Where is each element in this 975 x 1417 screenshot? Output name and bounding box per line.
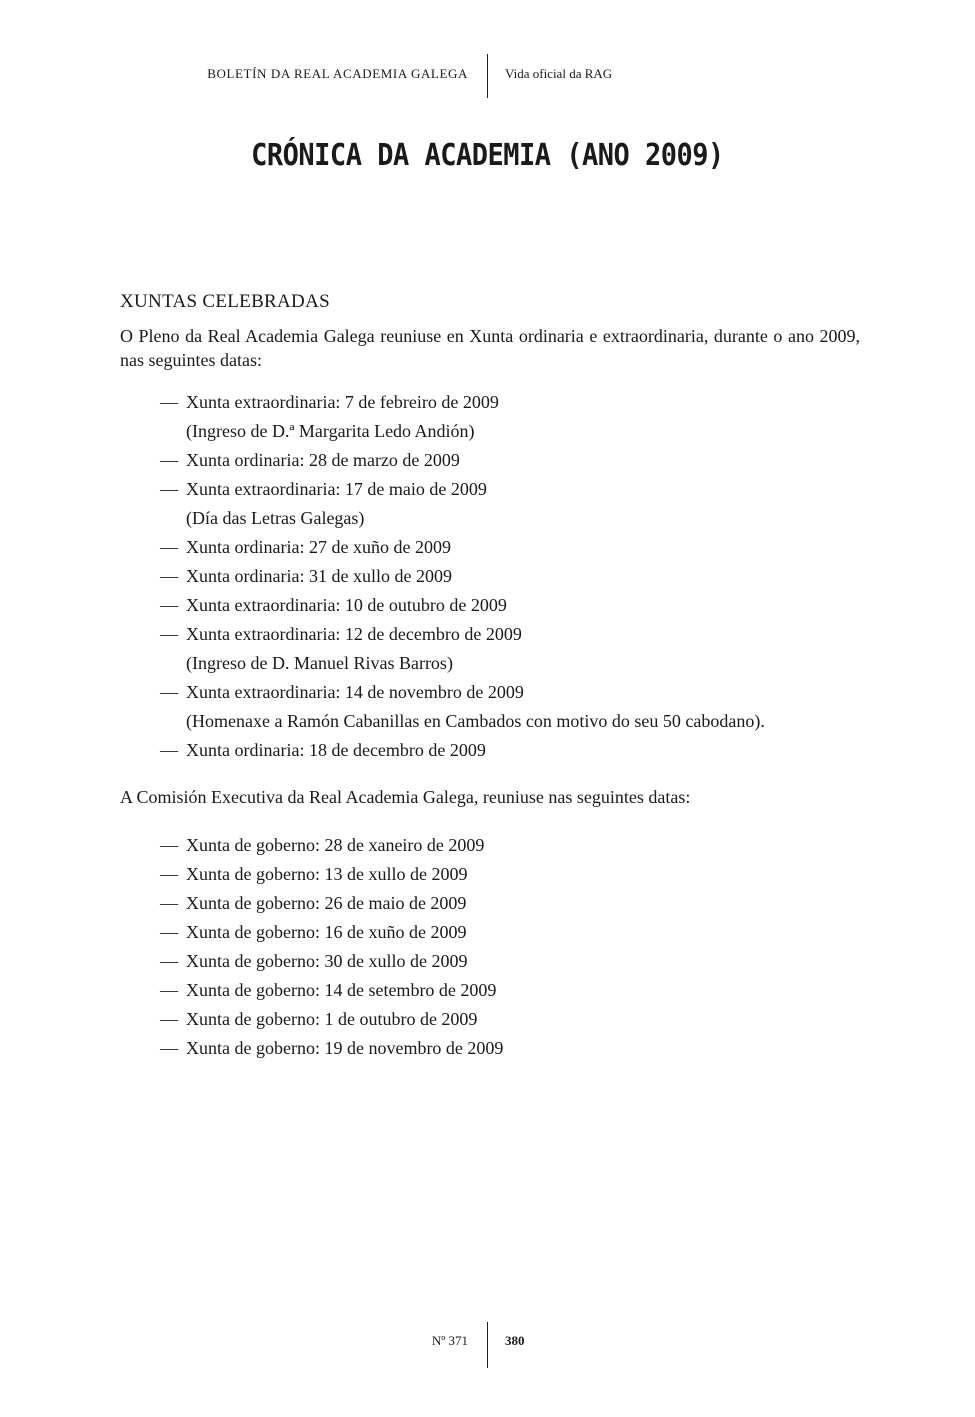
- list-item: [120, 591, 860, 620]
- meeting-date: Xunta de goberno: 13 de xullo de 2009: [186, 864, 468, 884]
- section-name: Vida oficial da RAG: [505, 66, 613, 81]
- plenary-meetings-list: [120, 388, 860, 765]
- list-item: [120, 889, 860, 918]
- list-item: [120, 976, 860, 1005]
- meeting-note: (Ingreso de D.ª Margarita Ledo Andión): [186, 421, 475, 441]
- dash-marker: —: [160, 537, 178, 557]
- dash-marker: —: [160, 980, 178, 1000]
- page-number: 380: [505, 1333, 525, 1348]
- executive-intro: A Comisión Executiva da Real Academia Galega, reuniuse nas seguintes datas:: [120, 787, 691, 807]
- list-item: [120, 736, 860, 765]
- dash-marker: —: [160, 1038, 178, 1058]
- meeting-date: Xunta extraordinaria: 17 de maio de 2009: [186, 479, 487, 499]
- running-head: [0, 62, 975, 106]
- list-item: [120, 475, 860, 533]
- meeting-date: Xunta extraordinaria: 12 de decembro de 2009: [186, 624, 522, 644]
- dash-marker: —: [160, 566, 178, 586]
- issue-number: Nº 371: [431, 1333, 468, 1348]
- dash-marker: —: [160, 682, 178, 702]
- dash-marker: —: [160, 392, 178, 412]
- publication-name: BOLETÍN DA REAL ACADEMIA GALEGA: [207, 66, 468, 81]
- plenary-intro: O Pleno da Real Academia Galega reuniuse en Xunta ordinaria e extraordinaria, durante o ano 2009, nas seguintes datas:: [120, 326, 860, 370]
- list-item: [120, 620, 860, 678]
- dash-marker: —: [160, 450, 178, 470]
- meeting-date: Xunta ordinaria: 27 de xuño de 2009: [186, 537, 451, 557]
- dash-marker: —: [160, 740, 178, 760]
- list-item: [120, 1005, 860, 1034]
- dash-marker: —: [160, 624, 178, 644]
- list-item: [120, 446, 860, 475]
- dash-marker: —: [160, 1009, 178, 1029]
- dash-marker: —: [160, 864, 178, 884]
- list-item: [120, 533, 860, 562]
- article-body: [120, 290, 860, 1063]
- meeting-date: Xunta de goberno: 19 de novembro de 2009: [186, 1038, 504, 1058]
- meeting-date: Xunta ordinaria: 18 de decembro de 2009: [186, 740, 486, 760]
- meeting-date: Xunta de goberno: 1 de outubro de 2009: [186, 1009, 478, 1029]
- meeting-date: Xunta extraordinaria: 14 de novembro de 2009: [186, 682, 524, 702]
- header-divider: [487, 54, 488, 98]
- list-item: [120, 831, 860, 860]
- list-item: [120, 388, 860, 446]
- list-item: [120, 1034, 860, 1063]
- list-item: [120, 562, 860, 591]
- meeting-note: (Día das Letras Galegas): [186, 508, 365, 528]
- dash-marker: —: [160, 595, 178, 615]
- meeting-date: Xunta de goberno: 14 de setembro de 2009: [186, 980, 497, 1000]
- list-item: [120, 918, 860, 947]
- footer-divider: [487, 1322, 488, 1368]
- page-footer: [0, 1322, 975, 1370]
- meeting-date: Xunta extraordinaria: 10 de outubro de 2009: [186, 595, 507, 615]
- dash-marker: —: [160, 893, 178, 913]
- list-item: [120, 860, 860, 889]
- meeting-date: Xunta de goberno: 16 de xuño de 2009: [186, 922, 467, 942]
- executive-meetings-list: [120, 831, 860, 1063]
- page-title: CRÓNICA DA ACADEMIA (ANO 2009): [251, 138, 724, 173]
- meeting-date: Xunta de goberno: 26 de maio de 2009: [186, 893, 467, 913]
- meeting-note: (Homenaxe a Ramón Cabanillas en Cambados con motivo do seu 50 cabodano).: [186, 711, 765, 731]
- meeting-note: (Ingreso de D. Manuel Rivas Barros): [186, 653, 453, 673]
- dash-marker: —: [160, 479, 178, 499]
- dash-marker: —: [160, 951, 178, 971]
- meeting-date: Xunta de goberno: 30 de xullo de 2009: [186, 951, 468, 971]
- list-item: [120, 947, 860, 976]
- list-item: [120, 678, 860, 736]
- meeting-date: Xunta ordinaria: 28 de marzo de 2009: [186, 450, 460, 470]
- dash-marker: —: [160, 835, 178, 855]
- section-heading: XUNTAS CELEBRADAS: [120, 291, 330, 312]
- meeting-date: Xunta de goberno: 28 de xaneiro de 2009: [186, 835, 485, 855]
- dash-marker: —: [160, 922, 178, 942]
- meeting-date: Xunta ordinaria: 31 de xullo de 2009: [186, 566, 452, 586]
- meeting-date: Xunta extraordinaria: 7 de febreiro de 2009: [186, 392, 499, 412]
